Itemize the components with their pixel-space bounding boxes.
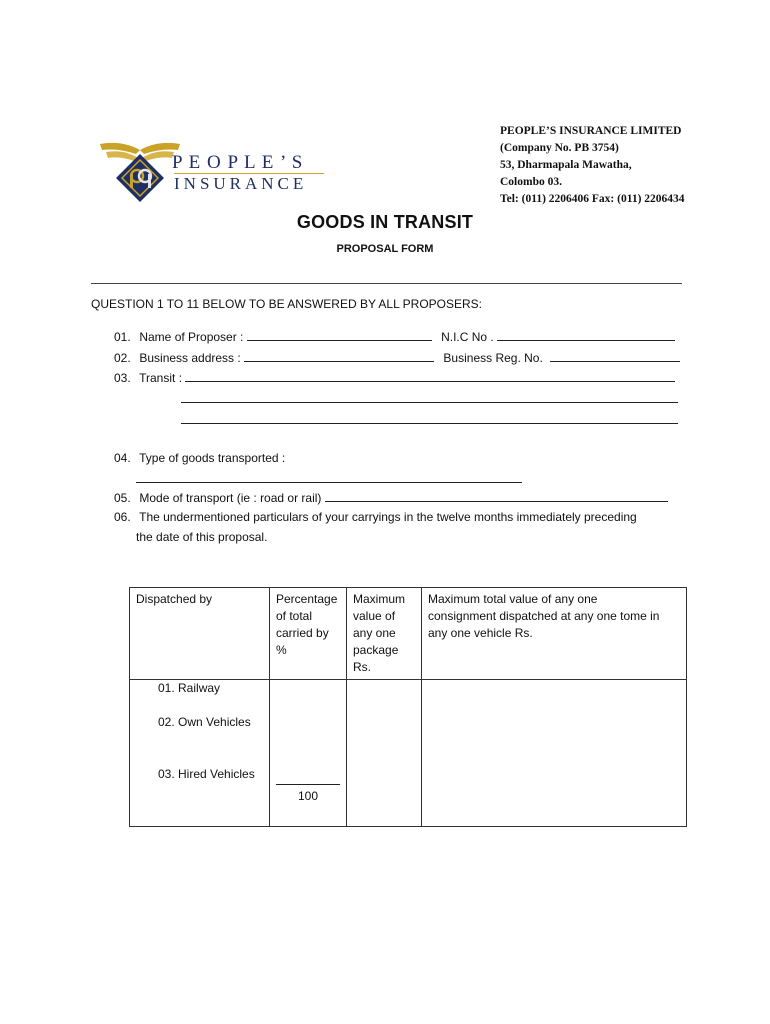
header-percentage [270,588,347,680]
form-title: GOODS IN TRANSIT [296,212,474,232]
question-number: 02. [114,351,131,365]
question-1 [114,329,675,344]
question-number: 04. [114,451,131,465]
question-label: Mode of transport (ie : road or rail) [139,491,322,505]
header-label: Percentage [276,592,338,606]
company-name: PEOPLE’S INSURANCE LIMITED [500,125,682,137]
question-6 [114,510,637,524]
header-label: of total [276,609,313,623]
header-dispatched-by [130,588,270,680]
percentage-total: 100 [297,789,319,803]
percentage-entry-cell[interactable] [270,680,347,827]
company-details [500,123,685,208]
question-number: 03. [114,371,131,385]
header-label: consignment dispatched at any one tome in [428,609,660,623]
question-2 [114,350,680,365]
header-label: any one vehicle Rs. [428,626,533,640]
question-number: 06. [114,510,131,524]
question-3 [114,370,675,385]
question-number: 01. [114,330,131,344]
business-address-field[interactable] [244,350,434,362]
transit-field-line2[interactable] [181,391,678,403]
dispatch-table [129,587,687,827]
question-number: 05. [114,491,131,505]
max-package-entry-cell[interactable] [347,680,422,827]
header-label: value of [353,609,396,623]
transport-mode-field[interactable] [325,490,668,502]
nic-number-field[interactable] [497,329,675,341]
company-reg-number: (Company No. PB 3754) [500,142,619,154]
transit-field-line3[interactable] [181,412,678,424]
header-label: Maximum [353,592,406,606]
question-label: Type of goods transported : [139,451,286,465]
header-label: % [276,643,287,657]
company-address-line1: 53, Dharmapala Mawatha, [500,159,632,171]
max-consignment-entry-cell[interactable] [422,680,687,827]
question-5 [114,490,668,505]
header-label: Maximum total value of any one [428,592,598,606]
company-contact: Tel: (011) 2206406 Fax: (011) 2206434 [500,193,685,205]
question-label: N.I.C No . [441,330,494,344]
question-label: Business Reg. No. [443,351,543,365]
table-header-row [130,588,687,680]
question-text-line1: The undermentioned particulars of your carryings in the twelve months immediately preceding [139,510,637,524]
question-label: Name of Proposer : [139,330,244,344]
table-body-row [130,680,687,827]
proposer-name-field[interactable] [247,329,432,341]
header-label: Dispatched by [136,592,213,606]
form-subtitle: PROPOSAL FORM [336,243,434,255]
company-address-line2: Colombo 03. [500,176,562,188]
question-label: Transit : [139,371,183,385]
question-label: Business address : [139,351,241,365]
question-4 [114,451,285,465]
question-text-line2: the date of this proposal. [136,530,268,544]
header-max-package [347,588,422,680]
total-underline [276,784,340,785]
dispatch-row-hired-vehicles: 03. Hired Vehicles [158,767,255,781]
logo-text-line1: P E O P L E ’ S [172,152,304,173]
business-reg-field[interactable] [550,350,680,362]
transit-field-line1[interactable] [185,370,675,382]
header-label: any one [353,626,396,640]
dispatch-row-own-vehicles: 02. Own Vehicles [158,715,251,729]
header-label: Rs. [353,660,371,674]
dispatch-methods-cell [130,680,270,827]
company-logo [100,140,330,204]
dispatch-row-railway: 01. Railway [158,681,221,695]
header-max-consignment [422,588,687,680]
header-divider [91,283,682,284]
questions-header: QUESTION 1 TO 11 BELOW TO BE ANSWERED BY ALL PROPOSERS: [91,297,483,311]
logo-text-line2: INSURANCE [174,174,308,193]
header-label: package [353,643,399,657]
header-label: carried by [276,626,329,640]
goods-type-field[interactable] [136,471,522,483]
